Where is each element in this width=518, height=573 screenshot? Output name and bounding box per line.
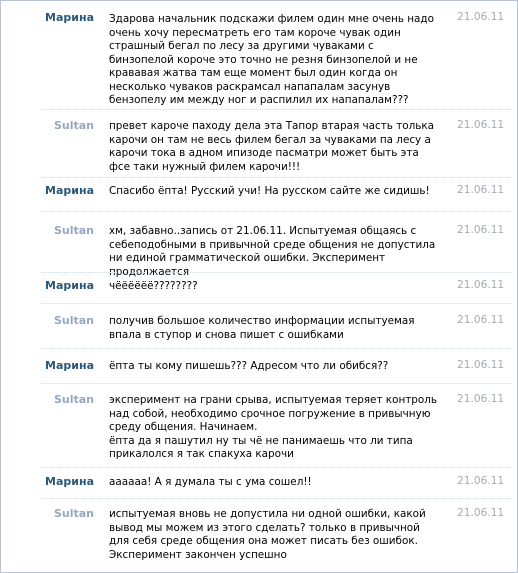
message-author-link[interactable]: Sultan bbox=[53, 393, 94, 406]
message-author-link[interactable]: Sultan bbox=[53, 119, 94, 132]
message-separator bbox=[41, 303, 511, 305]
message-author-link[interactable]: Sultan bbox=[53, 314, 94, 327]
message-text: испытуемая вновь не допустила ни одной ошибки, какой вывод мы можем из этого сделать? только в привычной для себя среде общения она может писать без ошибок. Эксперимент закончен успешно bbox=[109, 508, 426, 561]
message-author-link[interactable]: Марина bbox=[45, 11, 94, 24]
message-text: чёёёёёё???????? bbox=[109, 280, 198, 292]
message-author-link[interactable]: Sultan bbox=[53, 507, 94, 520]
message-date: 21.06.11 bbox=[457, 184, 505, 196]
message-date: 21.06.11 bbox=[457, 507, 505, 519]
message-author-link[interactable]: Sultan bbox=[53, 224, 94, 237]
message-separator bbox=[41, 498, 511, 500]
message-date: 21.06.11 bbox=[457, 11, 505, 23]
message-author-link[interactable]: Марина bbox=[45, 475, 94, 488]
message-text: аааааа! А я думала ты с ума сошел!! bbox=[109, 476, 312, 488]
message-date: 21.06.11 bbox=[457, 314, 505, 326]
message-date: 21.06.11 bbox=[457, 393, 505, 405]
message-text: ёпта ты кому пишешь??? Адресом что ли обибся?? bbox=[109, 360, 389, 372]
message-separator bbox=[41, 211, 511, 213]
message-date: 21.06.11 bbox=[457, 279, 505, 291]
message-separator bbox=[41, 177, 511, 179]
message-date: 21.06.11 bbox=[457, 119, 505, 131]
message-text: Здарова начальник подскажи филем один мне очень надо очень хочу пересматреть его там короче чувак один страшный бегал по лесу за другими чуваками с бинзопелой короче это точно не резня бинзопелой и не крававая жатва там еще момент был один когда он несколько чуваков раскрамсал напапалам засунув бензопелу им между ног и распилил их напапалам??? bbox=[109, 13, 434, 106]
message-text: эксперимент на грани срыва, испытуемая теряет контроль над собой, необходимо срочное погружение в привычную среду общения. Начинаем. ёпта да я пашутил ну ты чё не панимаешь что ли типа прикалолся я так спакуха карочи bbox=[109, 394, 438, 460]
message-separator bbox=[41, 109, 511, 111]
message-date: 21.06.11 bbox=[457, 224, 505, 236]
message-date: 21.06.11 bbox=[457, 359, 505, 371]
message-separator bbox=[41, 383, 511, 385]
message-date: 21.06.11 bbox=[457, 475, 505, 487]
message-text: превет кароче паходу дела эта Тапор втарая часть толька карочи он там не весь филем бегал за чуваками па лесу а карочи тока в адном ипизоде пасматри может быть эта фсе таки нужный филем карочи!!! bbox=[109, 120, 435, 173]
message-author-link[interactable]: Марина bbox=[45, 359, 94, 372]
message-text: хм, забавно..запись от 21.06.11. Испытуемая общаясь с себеподобными в привычной среде общения не допустила ни единой грамматической ошибки. Эксперимент продолжается bbox=[109, 225, 436, 278]
message-text: получив большое количество информации испытуемая впала в ступор и снова пишет с ошибками bbox=[109, 315, 415, 341]
message-author-link[interactable]: Марина bbox=[45, 184, 94, 197]
message-text: Спасибо ёпта! Русский учи! На русском сайте же сидишь! bbox=[109, 185, 430, 197]
message-separator bbox=[41, 348, 511, 350]
message-author-link[interactable]: Марина bbox=[45, 279, 94, 292]
message-separator bbox=[41, 272, 511, 274]
message-separator bbox=[41, 467, 511, 469]
